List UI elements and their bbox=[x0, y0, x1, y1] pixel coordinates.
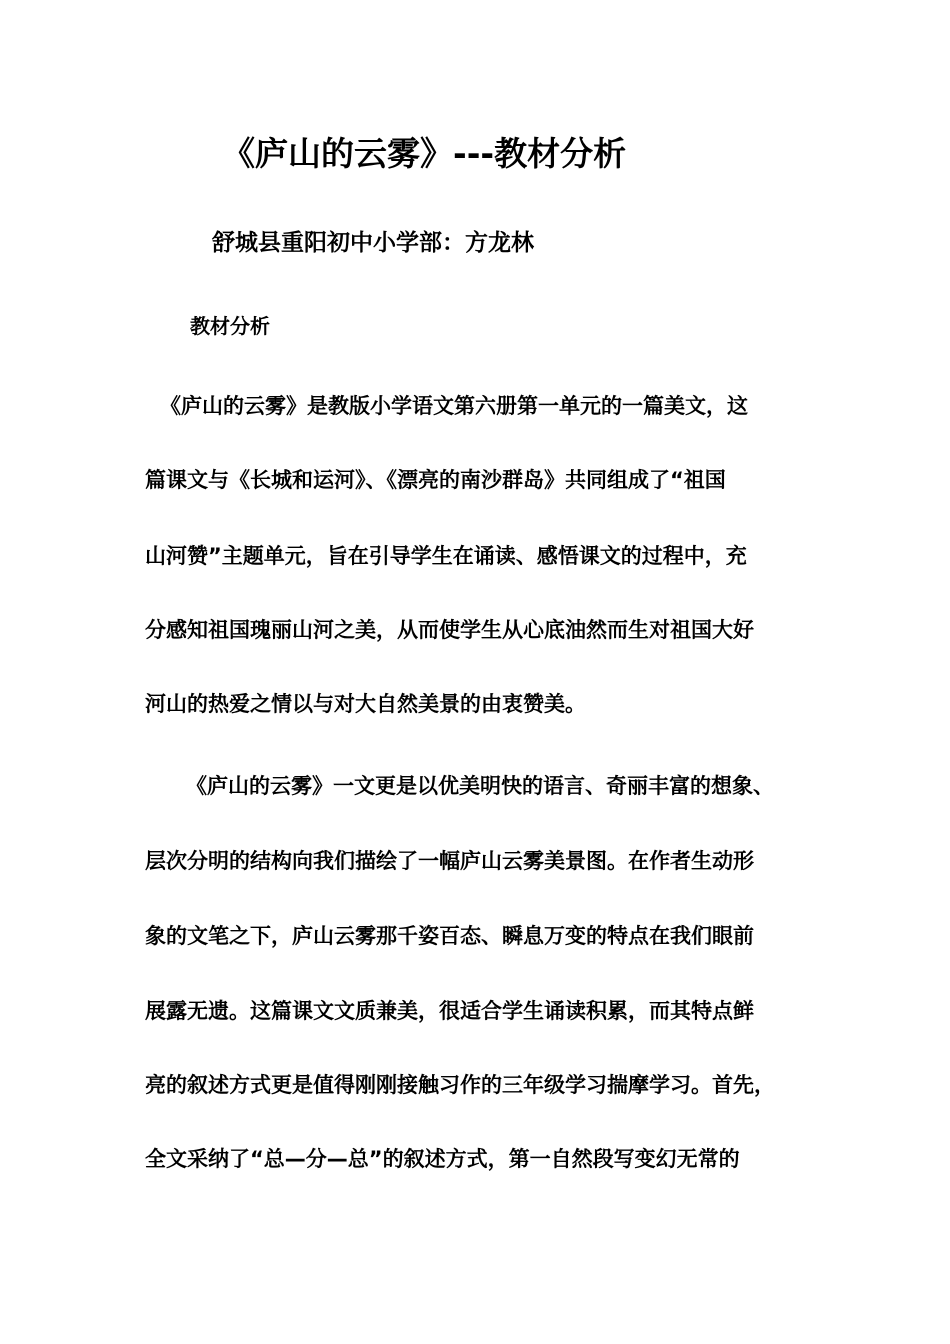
paragraph-line: 层次分明的结构向我们描绘了一幅庐山云雾美景图。在作者生动形 bbox=[145, 849, 754, 873]
document-title: 《庐山的云雾》---教材分析 bbox=[222, 134, 627, 173]
section-heading: 教材分析 bbox=[190, 314, 270, 338]
paragraph-line: 《庐山的云雾》一文更是以优美明快的语言、奇丽丰富的想象、 bbox=[186, 774, 774, 798]
paragraph-line: 象的文笔之下，庐山云雾那千姿百态、瞬息万变的特点在我们眼前 bbox=[145, 924, 754, 948]
paragraph-line: 《庐山的云雾》是教版小学语文第六册第一单元的一篇美文，这 bbox=[160, 394, 748, 418]
paragraph-line: 全文采纳了“总—分—总”的叙述方式，第一自然段写变幻无常的 bbox=[145, 1147, 740, 1171]
author-line: 舒城县重阳初中小学部：方龙林 bbox=[212, 230, 534, 256]
paragraph-line: 分感知祖国瑰丽山河之美，从而使学生从心底油然而生对祖国大好 bbox=[145, 618, 754, 642]
paragraph-line: 亮的叙述方式更是值得刚刚接触习作的三年级学习揣摩学习。首先， bbox=[145, 1073, 775, 1097]
paragraph-line: 篇课文与《长城和运河》、《漂亮的南沙群岛》共同组成了“祖国 bbox=[145, 468, 726, 492]
paragraph-line: 山河赞”主题单元，旨在引导学生在诵读、感悟课文的过程中，充 bbox=[145, 544, 747, 568]
paragraph-line: 展露无遗。这篇课文文质兼美，很适合学生诵读积累，而其特点鲜 bbox=[145, 999, 754, 1023]
paragraph-line: 河山的热爱之情以与对大自然美景的由衷赞美。 bbox=[145, 692, 586, 716]
